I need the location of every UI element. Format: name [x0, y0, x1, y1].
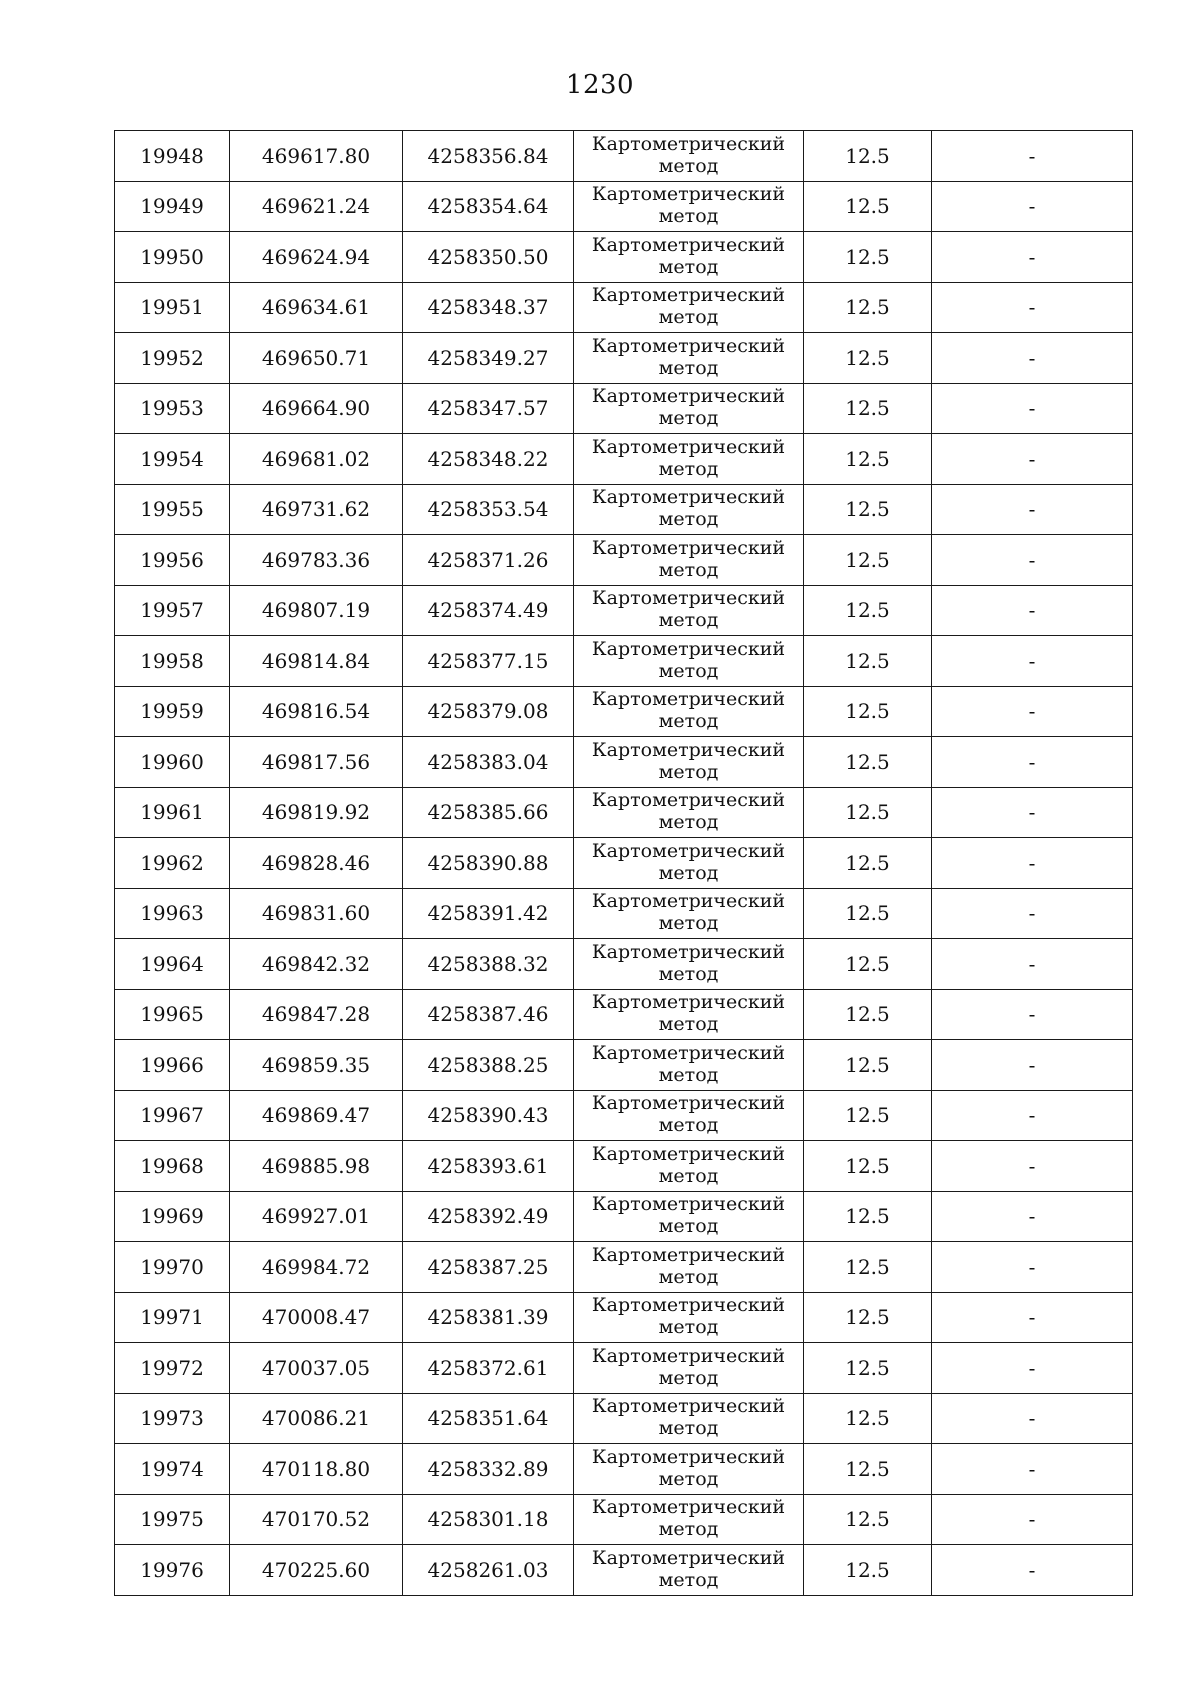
method-cell — [574, 333, 804, 384]
y-coordinate-cell: 4258349.27 — [403, 333, 574, 384]
method-line-1: Картометрический — [591, 637, 786, 660]
point-number-cell: 19974 — [115, 1444, 230, 1495]
table-row — [115, 1141, 1133, 1192]
method-line-1: Картометрический — [591, 890, 786, 913]
note-cell: - — [932, 1141, 1133, 1192]
note-cell: - — [932, 383, 1133, 434]
method-line-1: Картометрический — [591, 536, 786, 559]
point-number-cell: 19951 — [115, 282, 230, 333]
method-cell — [574, 282, 804, 333]
accuracy-cell: 12.5 — [804, 333, 932, 384]
x-coordinate-cell: 469859.35 — [230, 1040, 403, 1091]
x-coordinate-cell: 470170.52 — [230, 1494, 403, 1545]
method-cell — [574, 484, 804, 535]
table-row — [115, 1343, 1133, 1394]
accuracy-cell: 12.5 — [804, 1393, 932, 1444]
y-coordinate-cell: 4258379.08 — [403, 686, 574, 737]
method-line-1: Картометрический — [591, 1546, 786, 1569]
method-line-1: Картометрический — [591, 839, 786, 862]
method-line-1: Картометрический — [591, 435, 786, 458]
accuracy-cell: 12.5 — [804, 181, 932, 232]
accuracy-cell: 12.5 — [804, 1444, 932, 1495]
accuracy-cell: 12.5 — [804, 282, 932, 333]
y-coordinate-cell: 4258383.04 — [403, 737, 574, 788]
y-coordinate-cell: 4258377.15 — [403, 636, 574, 687]
method-line-1: Картометрический — [591, 132, 786, 155]
table-row — [115, 282, 1133, 333]
method-line-2: метод — [658, 962, 719, 985]
note-cell: - — [932, 282, 1133, 333]
point-number-cell: 19971 — [115, 1292, 230, 1343]
y-coordinate-cell: 4258354.64 — [403, 181, 574, 232]
x-coordinate-cell: 469634.61 — [230, 282, 403, 333]
method-line-1: Картометрический — [591, 738, 786, 761]
method-line-1: Картометрический — [591, 1445, 786, 1468]
table-row — [115, 737, 1133, 788]
method-cell — [574, 838, 804, 889]
x-coordinate-cell: 469927.01 — [230, 1191, 403, 1242]
table-row — [115, 484, 1133, 535]
method-line-2: метод — [658, 154, 719, 177]
method-line-2: метод — [658, 508, 719, 531]
accuracy-cell: 12.5 — [804, 1242, 932, 1293]
coordinates-table — [114, 130, 1133, 1596]
method-line-2: метод — [658, 861, 719, 884]
method-line-2: метод — [658, 407, 719, 430]
x-coordinate-cell: 469831.60 — [230, 888, 403, 939]
method-line-2: метод — [658, 1467, 719, 1490]
note-cell: - — [932, 181, 1133, 232]
point-number-cell: 19952 — [115, 333, 230, 384]
method-cell — [574, 939, 804, 990]
y-coordinate-cell: 4258356.84 — [403, 131, 574, 182]
method-line-1: Картометрический — [591, 1041, 786, 1064]
accuracy-cell: 12.5 — [804, 1191, 932, 1242]
coordinates-table-body — [115, 131, 1133, 1596]
x-coordinate-cell: 469819.92 — [230, 787, 403, 838]
method-line-2: метод — [658, 1366, 719, 1389]
method-cell — [574, 737, 804, 788]
table-row — [115, 585, 1133, 636]
note-cell: - — [932, 989, 1133, 1040]
note-cell: - — [932, 787, 1133, 838]
accuracy-cell: 12.5 — [804, 484, 932, 535]
method-line-1: Картометрический — [591, 1092, 786, 1115]
y-coordinate-cell: 4258388.25 — [403, 1040, 574, 1091]
x-coordinate-cell: 470086.21 — [230, 1393, 403, 1444]
x-coordinate-cell: 469783.36 — [230, 535, 403, 586]
y-coordinate-cell: 4258385.66 — [403, 787, 574, 838]
y-coordinate-cell: 4258372.61 — [403, 1343, 574, 1394]
y-coordinate-cell: 4258391.42 — [403, 888, 574, 939]
x-coordinate-cell: 470037.05 — [230, 1343, 403, 1394]
accuracy-cell: 12.5 — [804, 383, 932, 434]
y-coordinate-cell: 4258301.18 — [403, 1494, 574, 1545]
point-number-cell: 19965 — [115, 989, 230, 1040]
point-number-cell: 19949 — [115, 181, 230, 232]
note-cell: - — [932, 484, 1133, 535]
accuracy-cell: 12.5 — [804, 787, 932, 838]
table-row — [115, 989, 1133, 1040]
method-line-1: Картометрический — [591, 233, 786, 256]
method-line-2: метод — [658, 1164, 719, 1187]
method-line-2: метод — [658, 659, 719, 682]
method-line-1: Картометрический — [591, 1243, 786, 1266]
method-line-2: метод — [658, 1417, 719, 1440]
method-line-2: метод — [658, 1518, 719, 1541]
method-cell — [574, 232, 804, 283]
note-cell: - — [932, 686, 1133, 737]
point-number-cell: 19957 — [115, 585, 230, 636]
table-row — [115, 1040, 1133, 1091]
accuracy-cell: 12.5 — [804, 1090, 932, 1141]
table-row — [115, 434, 1133, 485]
method-cell — [574, 1494, 804, 1545]
point-number-cell: 19950 — [115, 232, 230, 283]
note-cell: - — [932, 1343, 1133, 1394]
y-coordinate-cell: 4258381.39 — [403, 1292, 574, 1343]
method-cell — [574, 535, 804, 586]
method-line-1: Картометрический — [591, 587, 786, 610]
x-coordinate-cell: 469816.54 — [230, 686, 403, 737]
method-line-1: Картометрический — [591, 385, 786, 408]
y-coordinate-cell: 4258390.43 — [403, 1090, 574, 1141]
y-coordinate-cell: 4258351.64 — [403, 1393, 574, 1444]
note-cell: - — [932, 1292, 1133, 1343]
method-line-2: метод — [658, 1568, 719, 1591]
method-cell — [574, 1191, 804, 1242]
method-line-2: метод — [658, 356, 719, 379]
point-number-cell: 19956 — [115, 535, 230, 586]
method-line-1: Картометрический — [591, 991, 786, 1014]
method-line-2: метод — [658, 1114, 719, 1137]
table-row — [115, 1090, 1133, 1141]
x-coordinate-cell: 469842.32 — [230, 939, 403, 990]
method-line-2: метод — [658, 710, 719, 733]
point-number-cell: 19968 — [115, 1141, 230, 1192]
point-number-cell: 19970 — [115, 1242, 230, 1293]
note-cell: - — [932, 737, 1133, 788]
point-number-cell: 19961 — [115, 787, 230, 838]
method-cell — [574, 1040, 804, 1091]
method-line-1: Картометрический — [591, 789, 786, 812]
x-coordinate-cell: 469807.19 — [230, 585, 403, 636]
x-coordinate-cell: 469814.84 — [230, 636, 403, 687]
method-line-2: метод — [658, 1265, 719, 1288]
method-line-1: Картометрический — [591, 688, 786, 711]
y-coordinate-cell: 4258393.61 — [403, 1141, 574, 1192]
method-line-2: метод — [658, 609, 719, 632]
note-cell: - — [932, 1191, 1133, 1242]
table-row — [115, 787, 1133, 838]
y-coordinate-cell: 4258348.37 — [403, 282, 574, 333]
note-cell: - — [932, 1242, 1133, 1293]
note-cell: - — [932, 1393, 1133, 1444]
note-cell: - — [932, 535, 1133, 586]
table-row — [115, 181, 1133, 232]
y-coordinate-cell: 4258348.22 — [403, 434, 574, 485]
note-cell: - — [932, 1040, 1133, 1091]
note-cell: - — [932, 1494, 1133, 1545]
point-number-cell: 19967 — [115, 1090, 230, 1141]
method-line-1: Картометрический — [591, 183, 786, 206]
method-line-1: Картометрический — [591, 334, 786, 357]
method-line-1: Картометрический — [591, 1193, 786, 1216]
accuracy-cell: 12.5 — [804, 1545, 932, 1596]
table-row — [115, 333, 1133, 384]
point-number-cell: 19966 — [115, 1040, 230, 1091]
y-coordinate-cell: 4258347.57 — [403, 383, 574, 434]
method-cell — [574, 1444, 804, 1495]
x-coordinate-cell: 469847.28 — [230, 989, 403, 1040]
y-coordinate-cell: 4258350.50 — [403, 232, 574, 283]
point-number-cell: 19953 — [115, 383, 230, 434]
accuracy-cell: 12.5 — [804, 1040, 932, 1091]
method-line-2: метод — [658, 205, 719, 228]
table-row — [115, 1494, 1133, 1545]
method-line-2: метод — [658, 558, 719, 581]
x-coordinate-cell: 469828.46 — [230, 838, 403, 889]
point-number-cell: 19975 — [115, 1494, 230, 1545]
method-line-2: метод — [658, 306, 719, 329]
method-cell — [574, 1343, 804, 1394]
point-number-cell: 19964 — [115, 939, 230, 990]
method-line-1: Картометрический — [591, 1395, 786, 1418]
x-coordinate-cell: 469681.02 — [230, 434, 403, 485]
point-number-cell: 19955 — [115, 484, 230, 535]
method-line-1: Картометрический — [591, 284, 786, 307]
table-row — [115, 1292, 1133, 1343]
method-line-2: метод — [658, 1013, 719, 1036]
method-line-2: метод — [658, 255, 719, 278]
point-number-cell: 19948 — [115, 131, 230, 182]
x-coordinate-cell: 469664.90 — [230, 383, 403, 434]
accuracy-cell: 12.5 — [804, 1343, 932, 1394]
x-coordinate-cell: 470118.80 — [230, 1444, 403, 1495]
method-cell — [574, 181, 804, 232]
note-cell: - — [932, 232, 1133, 283]
accuracy-cell: 12.5 — [804, 232, 932, 283]
point-number-cell: 19954 — [115, 434, 230, 485]
method-cell — [574, 1545, 804, 1596]
accuracy-cell: 12.5 — [804, 131, 932, 182]
accuracy-cell: 12.5 — [804, 737, 932, 788]
accuracy-cell: 12.5 — [804, 838, 932, 889]
method-cell — [574, 1242, 804, 1293]
accuracy-cell: 12.5 — [804, 888, 932, 939]
method-line-1: Картометрический — [591, 1294, 786, 1317]
method-cell — [574, 131, 804, 182]
method-line-2: метод — [658, 1063, 719, 1086]
table-row — [115, 1444, 1133, 1495]
point-number-cell: 19976 — [115, 1545, 230, 1596]
method-cell — [574, 383, 804, 434]
method-line-2: метод — [658, 1316, 719, 1339]
method-cell — [574, 686, 804, 737]
point-number-cell: 19972 — [115, 1343, 230, 1394]
y-coordinate-cell: 4258390.88 — [403, 838, 574, 889]
note-cell: - — [932, 939, 1133, 990]
accuracy-cell: 12.5 — [804, 535, 932, 586]
x-coordinate-cell: 469885.98 — [230, 1141, 403, 1192]
note-cell: - — [932, 838, 1133, 889]
method-cell — [574, 989, 804, 1040]
x-coordinate-cell: 469624.94 — [230, 232, 403, 283]
y-coordinate-cell: 4258388.32 — [403, 939, 574, 990]
note-cell: - — [932, 1545, 1133, 1596]
y-coordinate-cell: 4258387.46 — [403, 989, 574, 1040]
y-coordinate-cell: 4258387.25 — [403, 1242, 574, 1293]
accuracy-cell: 12.5 — [804, 636, 932, 687]
x-coordinate-cell: 470225.60 — [230, 1545, 403, 1596]
method-cell — [574, 585, 804, 636]
point-number-cell: 19958 — [115, 636, 230, 687]
y-coordinate-cell: 4258261.03 — [403, 1545, 574, 1596]
table-row — [115, 131, 1133, 182]
table-row — [115, 636, 1133, 687]
method-line-1: Картометрический — [591, 1496, 786, 1519]
point-number-cell: 19960 — [115, 737, 230, 788]
method-cell — [574, 636, 804, 687]
x-coordinate-cell: 469621.24 — [230, 181, 403, 232]
y-coordinate-cell: 4258353.54 — [403, 484, 574, 535]
method-line-2: метод — [658, 457, 719, 480]
table-row — [115, 383, 1133, 434]
method-line-1: Картометрический — [591, 486, 786, 509]
table-row — [115, 535, 1133, 586]
note-cell: - — [932, 888, 1133, 939]
method-cell — [574, 1141, 804, 1192]
method-line-2: метод — [658, 1215, 719, 1238]
x-coordinate-cell: 469617.80 — [230, 131, 403, 182]
accuracy-cell: 12.5 — [804, 1292, 932, 1343]
table-row — [115, 686, 1133, 737]
point-number-cell: 19969 — [115, 1191, 230, 1242]
method-line-1: Картометрический — [591, 1344, 786, 1367]
x-coordinate-cell: 469984.72 — [230, 1242, 403, 1293]
x-coordinate-cell: 469650.71 — [230, 333, 403, 384]
accuracy-cell: 12.5 — [804, 686, 932, 737]
accuracy-cell: 12.5 — [804, 1141, 932, 1192]
method-cell — [574, 1090, 804, 1141]
x-coordinate-cell: 469869.47 — [230, 1090, 403, 1141]
note-cell: - — [932, 636, 1133, 687]
table-row — [115, 1191, 1133, 1242]
table-row — [115, 232, 1133, 283]
method-line-2: метод — [658, 811, 719, 834]
method-line-1: Картометрический — [591, 1142, 786, 1165]
accuracy-cell: 12.5 — [804, 434, 932, 485]
method-cell — [574, 888, 804, 939]
method-cell — [574, 787, 804, 838]
table-row — [115, 838, 1133, 889]
table-row — [115, 888, 1133, 939]
x-coordinate-cell: 470008.47 — [230, 1292, 403, 1343]
point-number-cell: 19959 — [115, 686, 230, 737]
method-cell — [574, 434, 804, 485]
point-number-cell: 19963 — [115, 888, 230, 939]
table-row — [115, 1242, 1133, 1293]
accuracy-cell: 12.5 — [804, 585, 932, 636]
note-cell: - — [932, 333, 1133, 384]
method-cell — [574, 1393, 804, 1444]
note-cell: - — [932, 131, 1133, 182]
table-row — [115, 1393, 1133, 1444]
accuracy-cell: 12.5 — [804, 1494, 932, 1545]
accuracy-cell: 12.5 — [804, 939, 932, 990]
y-coordinate-cell: 4258332.89 — [403, 1444, 574, 1495]
table-row — [115, 1545, 1133, 1596]
method-line-1: Картометрический — [591, 940, 786, 963]
method-line-2: метод — [658, 760, 719, 783]
x-coordinate-cell: 469817.56 — [230, 737, 403, 788]
point-number-cell: 19973 — [115, 1393, 230, 1444]
note-cell: - — [932, 1090, 1133, 1141]
method-line-2: метод — [658, 912, 719, 935]
note-cell: - — [932, 1444, 1133, 1495]
note-cell: - — [932, 585, 1133, 636]
note-cell: - — [932, 434, 1133, 485]
page-number: 1230 — [565, 70, 635, 100]
y-coordinate-cell: 4258392.49 — [403, 1191, 574, 1242]
x-coordinate-cell: 469731.62 — [230, 484, 403, 535]
y-coordinate-cell: 4258371.26 — [403, 535, 574, 586]
method-cell — [574, 1292, 804, 1343]
accuracy-cell: 12.5 — [804, 989, 932, 1040]
table-row — [115, 939, 1133, 990]
y-coordinate-cell: 4258374.49 — [403, 585, 574, 636]
point-number-cell: 19962 — [115, 838, 230, 889]
